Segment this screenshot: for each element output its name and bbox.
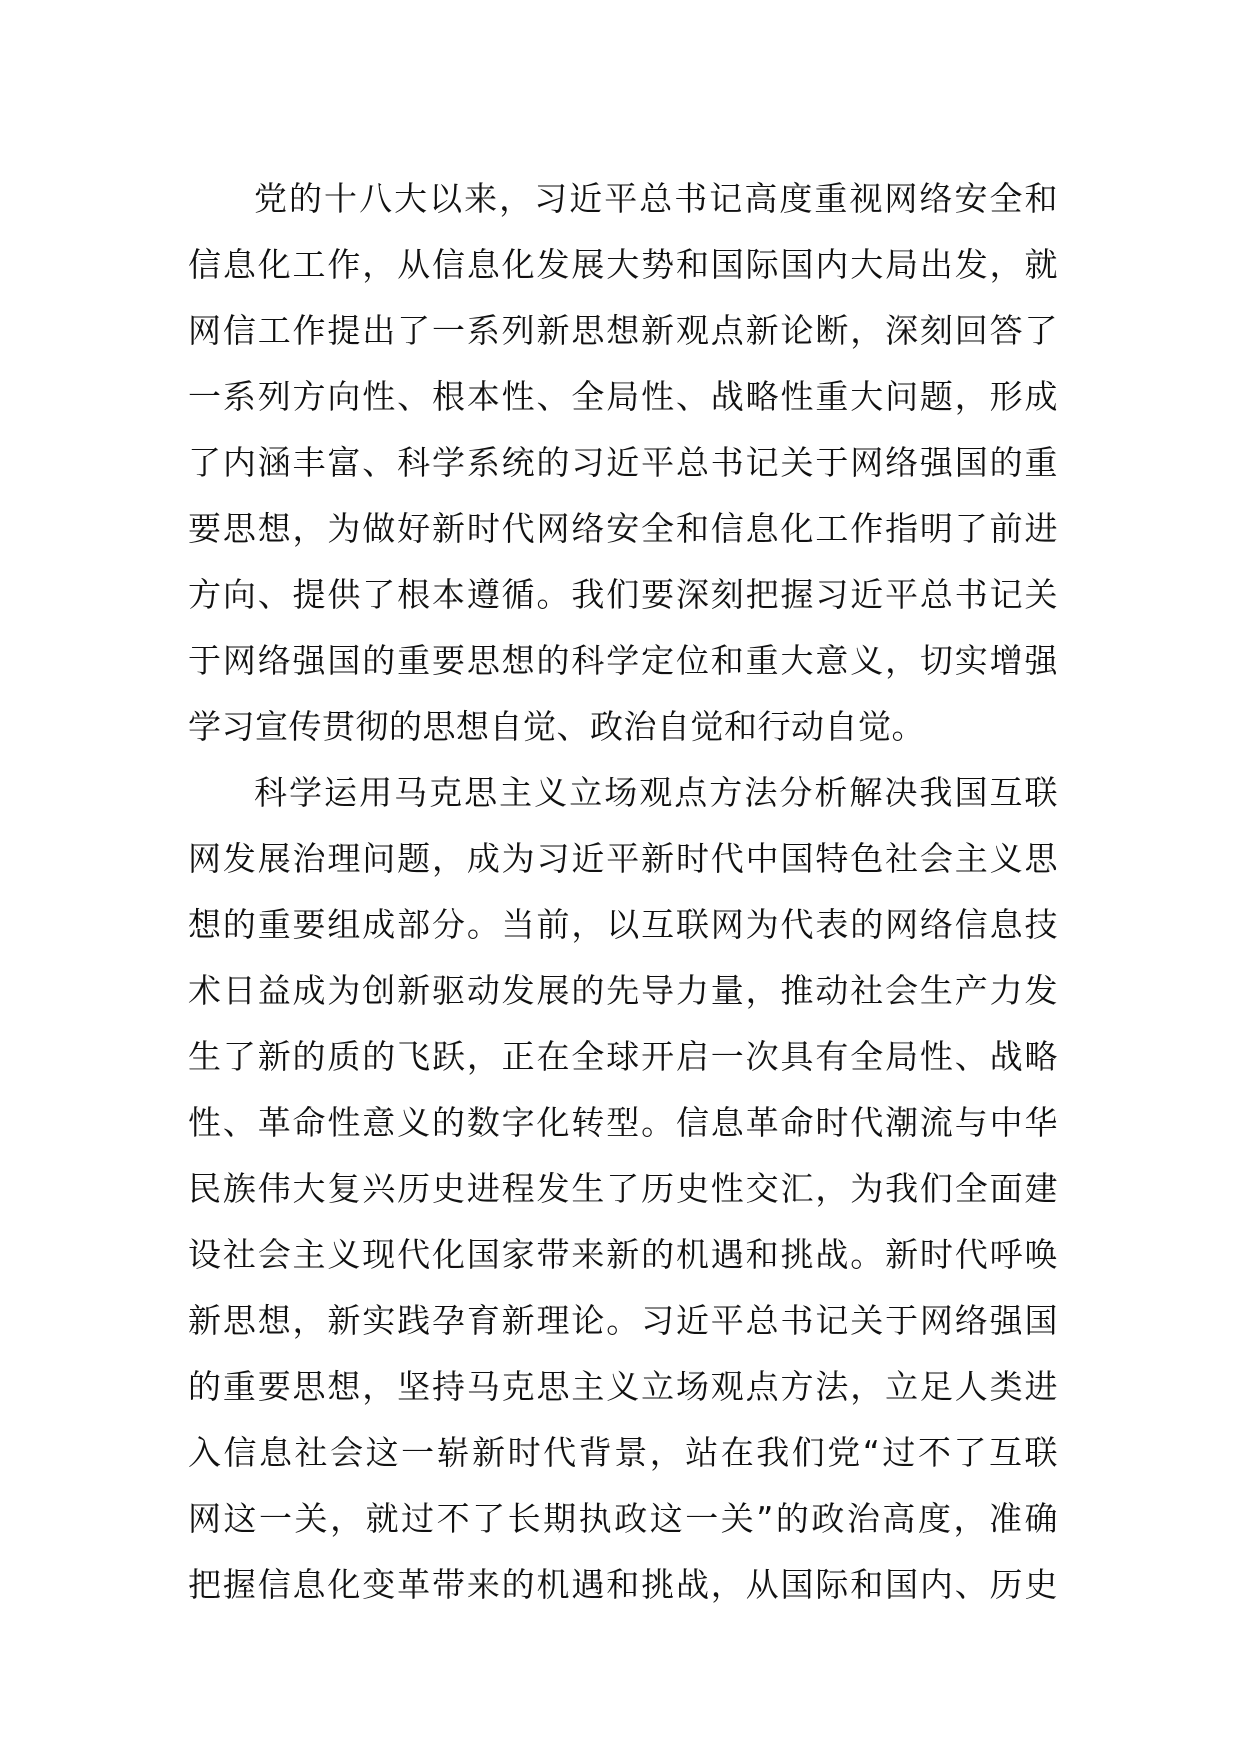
paragraph-1 bbox=[188, 166, 1058, 760]
paragraph-line: 设社会主义现代化国家带来新的机遇和挑战。新时代呼唤 bbox=[188, 1235, 1058, 1274]
paragraph-line: 网发展治理问题，成为习近平新时代中国特色社会主义思 bbox=[188, 839, 1058, 878]
paragraph-line: 于网络强国的重要思想的科学定位和重大意义，切实增强 bbox=[188, 641, 1058, 680]
paragraph-line: 一系列方向性、根本性、全局性、战略性重大问题，形成 bbox=[188, 377, 1058, 416]
paragraph-line: 生了新的质的飞跃，正在全球开启一次具有全局性、战略 bbox=[188, 1037, 1058, 1076]
paragraph-line: 了内涵丰富、科学系统的习近平总书记关于网络强国的重 bbox=[188, 443, 1058, 482]
paragraph-line: 性、革命性意义的数字化转型。信息革命时代潮流与中华 bbox=[188, 1103, 1058, 1142]
paragraph-2 bbox=[188, 760, 1058, 1618]
paragraph-line: 入信息社会这一崭新时代背景，站在我们党“过不了互联 bbox=[188, 1433, 1058, 1472]
paragraph-line: 术日益成为创新驱动发展的先导力量，推动社会生产力发 bbox=[188, 971, 1058, 1010]
paragraph-line: 把握信息化变革带来的机遇和挑战，从国际和国内、历史 bbox=[188, 1565, 1058, 1604]
paragraph-line: 要思想，为做好新时代网络安全和信息化工作指明了前进 bbox=[188, 509, 1058, 548]
paragraph-line: 信息化工作，从信息化发展大势和国际国内大局出发，就 bbox=[188, 245, 1058, 284]
paragraph-line: 学习宣传贯彻的思想自觉、政治自觉和行动自觉。 bbox=[188, 707, 925, 746]
paragraph-line: 想的重要组成部分。当前，以互联网为代表的网络信息技 bbox=[188, 905, 1058, 944]
paragraph-line: 方向、提供了根本遵循。我们要深刻把握习近平总书记关 bbox=[188, 575, 1058, 614]
paragraph-line: 的重要思想，坚持马克思主义立场观点方法，立足人类进 bbox=[188, 1367, 1058, 1406]
paragraph-line: 网信工作提出了一系列新思想新观点新论断，深刻回答了 bbox=[188, 311, 1058, 350]
paragraph-line: 党的十八大以来，习近平总书记高度重视网络安全和 bbox=[254, 179, 1058, 218]
paragraph-line: 科学运用马克思主义立场观点方法分析解决我国互联 bbox=[254, 773, 1058, 812]
paragraph-line: 民族伟大复兴历史进程发生了历史性交汇，为我们全面建 bbox=[188, 1169, 1058, 1208]
document-body bbox=[188, 166, 1058, 1618]
paragraph-line: 新思想，新实践孕育新理论。习近平总书记关于网络强国 bbox=[188, 1301, 1058, 1340]
paragraph-line: 网这一关，就过不了长期执政这一关”的政治高度，准确 bbox=[188, 1499, 1058, 1538]
